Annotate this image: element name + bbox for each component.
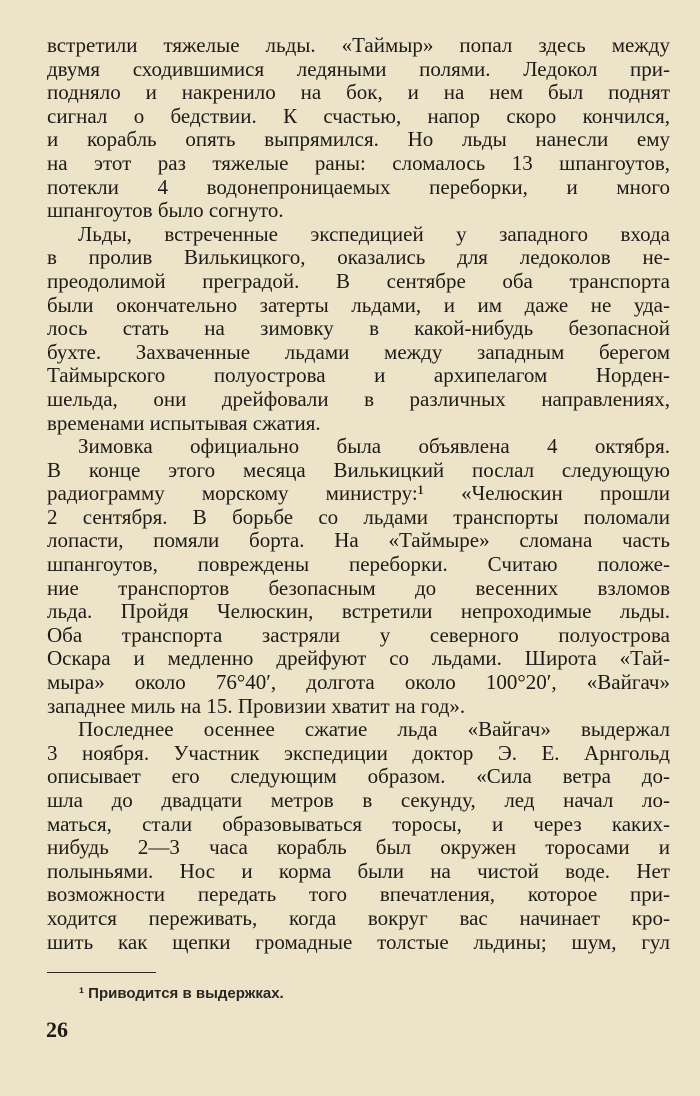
paragraph [47, 718, 670, 954]
text-line: преодолимой преградой. В сентябре оба транспорта [47, 268, 670, 293]
text-line: Зимовка официально была объявлена 4 октября. [78, 434, 670, 459]
text-line: Льды, встреченные экспедицией у западного входа [78, 221, 670, 246]
text-line: В конце этого месяца Вилькицкий послал следующую [47, 457, 670, 482]
paragraph [47, 223, 670, 435]
paragraph [47, 34, 670, 223]
text-line: льда. Пройдя Челюскин, встретили непроходимые льды. [47, 599, 670, 624]
footnote-divider [47, 972, 156, 973]
text-line: западнее миль на 15. Провизии хватит на год». [47, 693, 466, 718]
text-line: ходится переживать, когда вокруг вас начинает кро- [47, 905, 670, 930]
text-line: Оба транспорта застряли у северного полуострова [47, 622, 670, 647]
text-line: 3 ноября. Участник экспедиции доктор Э. Е. Арнгольд [47, 740, 670, 765]
text-line: шпангоутов было согнуто. [47, 198, 284, 223]
text-line: и корабль опять выпрямился. Но льды нанесли ему [47, 127, 670, 152]
text-line: шпангоутов, повреждены переборки. Считаю положе- [47, 552, 670, 577]
paragraph [47, 435, 670, 718]
text-line: временами испытывая сжатия. [47, 410, 321, 435]
text-line: подняло и накренило на бок, и на нем был поднят [47, 80, 670, 105]
text-line: ние транспортов безопасным до весенних взломов [47, 575, 670, 600]
footnote: ¹ Приводится в выдержках. [79, 985, 284, 1002]
text-line: шить как щепки громадные толстые льдины; шум, гул [47, 929, 670, 954]
text-line: радиограмму морскому министру:¹ «Челюскин прошли [47, 481, 670, 506]
text-line: 2 сентября. В борьбе со льдами транспорты поломали [47, 504, 670, 529]
text-line: Оскара и медленно дрейфуют со льдами. Широта «Тай- [47, 646, 670, 671]
text-line: бухте. Захваченные льдами между западным берегом [47, 339, 670, 364]
text-line: шла до двадцати метров в секунду, лед начал ло- [47, 788, 670, 812]
text-line: Последнее осеннее сжатие льда «Вайгач» выдержал [78, 717, 670, 742]
text-line: описывает его следующим образом. «Сила ветра до- [47, 764, 670, 789]
text-line: Таймырского полуострова и архипелагом Норден- [47, 363, 670, 388]
text-line: сигнал о бедствии. К счастью, напор скоро кончился, [47, 103, 670, 128]
text-line: маться, стали образовываться торосы, и через каких- [47, 811, 670, 836]
text-line: лопасти, помяли борта. На «Таймыре» сломана часть [47, 528, 670, 553]
text-line: были окончательно затерты льдами, и им даже не уда- [47, 292, 670, 317]
page-number: 26 [46, 1017, 68, 1042]
text-line: двумя сходившимися ледяными полями. Ледокол при- [47, 56, 670, 81]
text-line: возможности передать того впечатления, которое при- [47, 882, 670, 907]
text-line: нибудь 2—3 часа корабль был окружен торосами и [47, 835, 670, 860]
text-line: в пролив Вилькицкого, оказались для ледоколов не- [47, 245, 670, 270]
text-line: потекли 4 водонепроницаемых переборки, и много [47, 174, 670, 199]
text-line: шельда, они дрейфовали в различных направлениях, [47, 386, 670, 411]
body-text [47, 34, 670, 954]
text-line: встретили тяжелые льды. «Таймыр» попал здесь между [47, 33, 670, 57]
text-line: лось стать на зимовку в какой-нибудь безопасной [47, 316, 670, 341]
text-line: на этот раз тяжелые раны: сломалось 13 шпангоутов, [47, 150, 670, 175]
text-line: полыньями. Нос и корма были на чистой воде. Нет [47, 858, 670, 883]
text-line: мыра» около 76°40′, долгота около 100°20′, «Вайгач» [47, 670, 670, 695]
